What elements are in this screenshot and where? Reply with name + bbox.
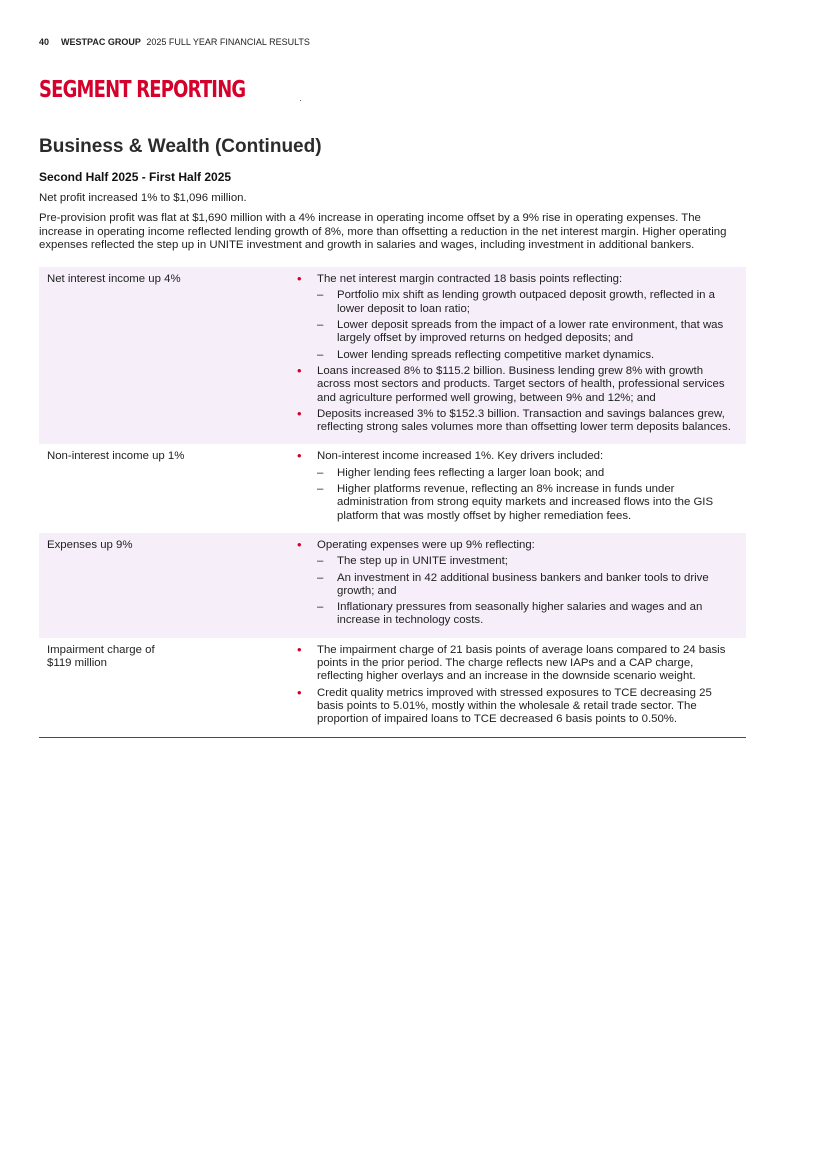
sub-text: Lower lending spreads reflecting competitive market dynamics.	[337, 348, 655, 361]
sub-text: Portfolio mix shift as lending growth outpaced deposit growth, reflected in a lower deposit to loan ratio;	[337, 289, 715, 315]
decorative-dot	[300, 100, 301, 101]
bullet-item	[277, 450, 738, 522]
company-name: WESTPAC GROUP	[61, 37, 141, 47]
sub-item	[317, 467, 738, 480]
sub-text: Higher platforms revenue, reflecting an 8% increase in funds under administration from strong equity markets and increased flows into the GIS platform that was mostly offset by higher remediation fees.	[337, 483, 714, 522]
dash-icon: –	[317, 319, 324, 332]
sub-text: Higher lending fees reflecting a larger loan book; and	[337, 466, 605, 479]
sub-item	[317, 483, 738, 523]
table-row	[39, 533, 746, 638]
bullet-item	[277, 405, 738, 435]
bullet-item	[277, 641, 738, 684]
bullet-text: Non-interest income increased 1%. Key drivers included:	[317, 450, 604, 463]
bullet-text: The net interest margin contracted 18 basis points reflecting:	[317, 273, 623, 286]
table-row	[39, 267, 746, 444]
row-body	[277, 641, 746, 730]
page-number: 40	[39, 37, 50, 47]
table-row	[39, 638, 746, 737]
bullet-text: Credit quality metrics improved with stressed exposures to TCE decreasing 25 basis points to 5.01%, mostly within the wholesale & retail trade sector. The proportion of impaired loans to TCE decreased 6 basis points to 0.50%.	[317, 686, 712, 726]
row-label: Non-interest income up 1%	[47, 450, 185, 463]
dash-icon: –	[317, 555, 324, 568]
row-body	[277, 273, 746, 437]
table-row	[39, 444, 746, 532]
sub-text: Inflationary pressures from seasonally higher salaries and wages and an increase in technology costs.	[337, 601, 703, 627]
bullet-text: Loans increased 8% to $115.2 billion. Business lending grew 8% with growth across most sectors and products. Target sectors of health, professional services and agriculture performed well growing, between 9% and 12%; and	[317, 364, 725, 404]
bullet-text: Operating expenses were up 9% reflecting:	[317, 538, 535, 551]
bullet-text: The impairment charge of 21 basis points of average loans compared to 24 basis points in the prior period. The charge reflects new IAPs and a CAP charge, reflecting higher overlays and an increase in the downside scenario weight.	[317, 643, 726, 683]
bullet-text: Deposits increased 3% to $152.3 billion. Transaction and savings balances grew, reflecting strong sales volumes more than offsetting lower term deposits balances.	[317, 407, 731, 434]
row-label: Impairment charge of $119 million	[47, 643, 155, 670]
period-subheading: Second Half 2025 - First Half 2025	[39, 170, 232, 184]
sub-text: The step up in UNITE investment;	[337, 555, 508, 568]
dash-icon: –	[317, 483, 324, 496]
bullet-icon: •	[297, 362, 302, 378]
row-label: Expenses up 9%	[47, 538, 133, 551]
summary-paragraph: Net profit increased 1% to $1,096 million.	[39, 192, 247, 204]
sub-item	[317, 349, 738, 362]
sub-item	[317, 289, 738, 316]
bullet-item	[277, 362, 738, 405]
row-body	[277, 536, 746, 631]
summary-paragraph: Pre-provision profit was flat at $1,690 million with a 4% increase in operating income offset by a 9% rise in operating expenses. The increase in operating income reflected lending growth of 8%, more than offsetting a reduction in the net interest margin. Higher operating expenses reflected the step up in UNITE investment and growth in salaries and wages, including investment in additional bankers.	[39, 212, 727, 251]
main-content	[39, 136, 746, 738]
dash-icon: –	[317, 601, 324, 614]
detail-table	[39, 267, 746, 737]
dash-icon: –	[317, 348, 324, 361]
dash-icon: –	[317, 289, 324, 302]
bullet-item	[277, 273, 738, 362]
bullet-item	[277, 536, 738, 628]
dash-icon: –	[317, 466, 324, 479]
sub-item	[317, 555, 738, 568]
row-label: Net interest income up 4%	[47, 273, 181, 286]
sub-item	[317, 572, 738, 599]
report-title: 2025 FULL YEAR FINANCIAL RESULTS	[146, 37, 310, 47]
page-title: SEGMENT REPORTING	[39, 77, 246, 103]
bullet-icon: •	[297, 684, 302, 700]
dash-icon: –	[317, 571, 324, 584]
bullet-icon: •	[297, 405, 302, 421]
bullet-icon: •	[297, 271, 302, 287]
row-body	[277, 450, 746, 525]
bullet-icon: •	[297, 448, 302, 464]
page-header	[39, 37, 310, 47]
sub-text: Lower deposit spreads from the impact of a lower rate environment, that was largely offset by improved returns on hedged deposits; and	[337, 319, 724, 345]
sub-item	[317, 319, 738, 346]
sub-text: An investment in 42 additional business bankers and banker tools to drive growth; and	[337, 571, 709, 597]
section-heading: Business & Wealth (Continued)	[39, 136, 322, 157]
bullet-item	[277, 684, 738, 727]
sub-item	[317, 601, 738, 628]
bullet-icon: •	[297, 536, 302, 552]
bullet-icon: •	[297, 641, 302, 657]
